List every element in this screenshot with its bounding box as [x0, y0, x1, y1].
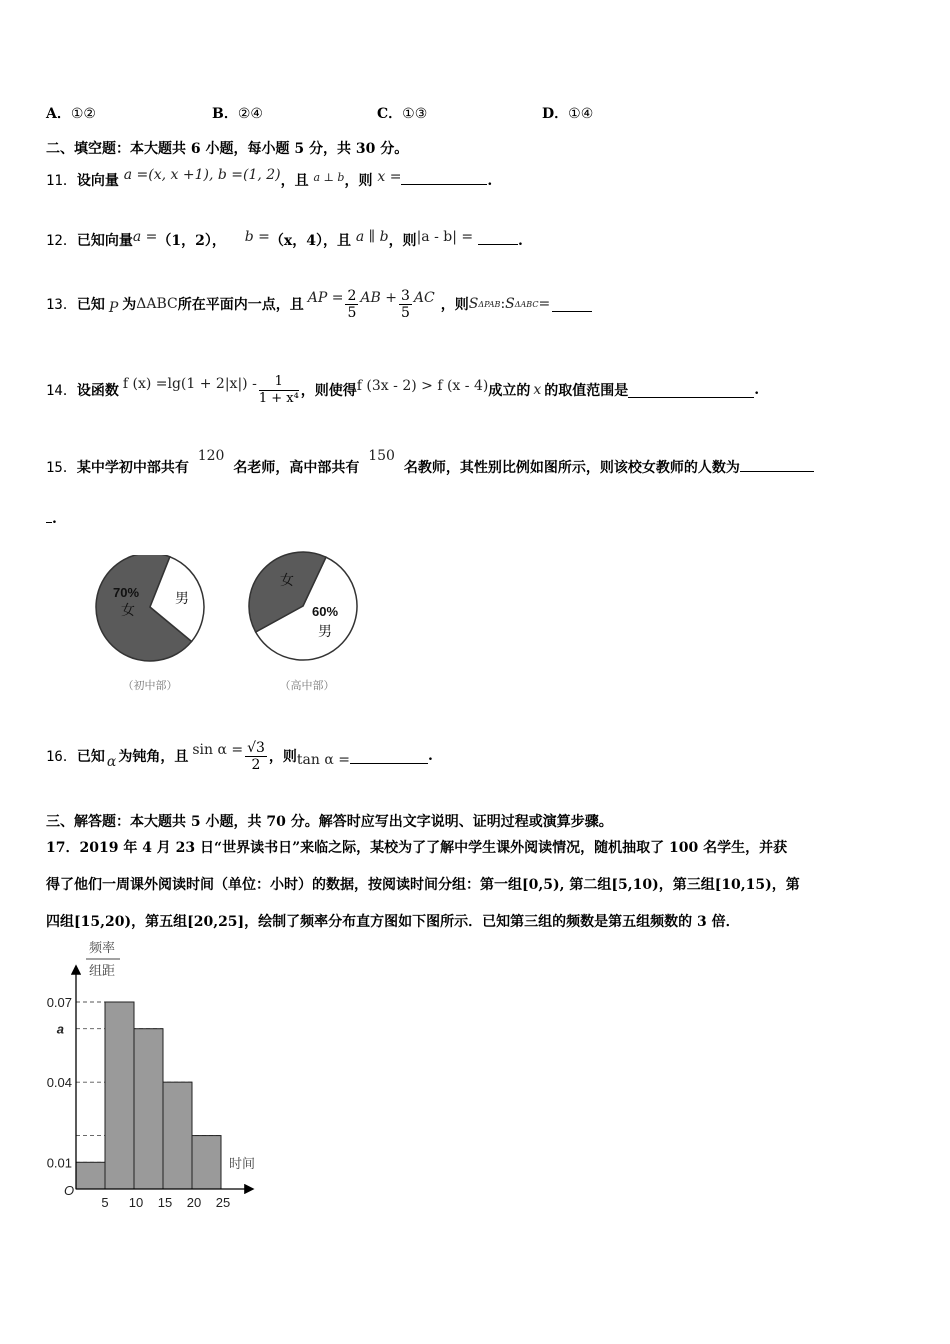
- pie2-female-label: 女: [280, 572, 294, 588]
- x-axis-label: 时间: [228, 1156, 256, 1171]
- question-15: 15．某中学初中部共有 120 名老师，高中部共有 150 名教师，其性别比例如图所示，则该校女教师的人数为: [46, 448, 814, 488]
- choice-a: A．①②: [46, 106, 96, 122]
- y-label-top: 频率: [88, 940, 116, 955]
- pie1-female-label: 女: [121, 602, 135, 618]
- pie1-male-label: 男: [175, 590, 189, 606]
- choice-c: C．①③: [377, 106, 428, 122]
- question-17-line-2: 得了他们一周课外阅读时间（单位：小时）的数据，按阅读时间分组：第一组[0,5), 第二组[5,10)，第三组[10,15)，第: [46, 877, 800, 893]
- histogram-bar-1: [76, 1162, 105, 1189]
- pie2-percent-label: 60%: [311, 604, 339, 619]
- histogram-bar-3: [134, 1029, 163, 1189]
- question-12: 12．已知向量a =（1，2）， b =（x，4），且 a ∥ b，则|a - b| = .: [46, 229, 523, 249]
- pie2-caption: （高中部）: [279, 680, 335, 692]
- y-label-bottom: 组距: [88, 963, 116, 978]
- y-tick-label: 0.01: [46, 1155, 72, 1171]
- question-11: 11．设向量 a =(x, x +1), b =(1, 2)，且 $^{a \perp b}$，则 x = .: [46, 167, 493, 189]
- x-tick-label: 10: [128, 1195, 144, 1210]
- pie1-caption: （初中部）: [122, 680, 178, 692]
- choice-b: B．②④: [212, 106, 263, 122]
- pie-chart-junior: [92, 555, 212, 695]
- x-tick-label: 25: [215, 1195, 231, 1210]
- choice-d: D．①④: [542, 106, 594, 122]
- pie-chart-senior: [245, 548, 365, 696]
- x-tick-label: 20: [186, 1195, 202, 1210]
- section-2-heading: 二、填空题：本大题共 6 小题，每小题 5 分，共 30 分。: [46, 141, 409, 157]
- histogram-bar-4: [163, 1082, 192, 1189]
- section-3-heading: 三、解答题：本大题共 5 小题，共 70 分。解答时应写出文字说明、证明过程或演算步骤。: [46, 814, 613, 830]
- histogram-bar-5: [192, 1136, 221, 1189]
- question-17-line-3: 四组[15,20)，第五组[20,25]，绘制了频率分布直方图如下图所示．已知第三组的频数是第五组频数的 3 倍．: [46, 914, 740, 930]
- question-15-continuation: .: [46, 508, 57, 527]
- origin-label: O: [63, 1183, 75, 1198]
- question-16: 16． 已知 α 为钝角，且 sin α = $\frac{√3}{2}$ ，则 tan α = .: [46, 739, 433, 773]
- y-tick-label: a: [56, 1021, 64, 1037]
- question-13: 13． 已知 P 为 ΔABC 所在平面内一点，且 AP = $\frac{2}{5}$ AB + $\frac{3}{5}$ AC ，则 S ΔPAB : S ΔABC =: [46, 276, 592, 332]
- y-tick-label: 0.07: [46, 995, 72, 1010]
- x-tick-label: 15: [157, 1195, 173, 1210]
- x-tick-label: 5: [101, 1195, 109, 1210]
- frequency-histogram: [40, 935, 270, 1210]
- y-tick-label: 0.04: [46, 1075, 72, 1091]
- pie2-male-label: 男: [318, 623, 332, 639]
- histogram-bar-2: [105, 1002, 134, 1189]
- pie1-percent-label: 70%: [112, 585, 140, 600]
- question-14: 14． 设函数 f (x) =lg(1 + 2|x|) - $\frac{1}{\text{1 + x⁴}}$ ，则使得 f (3x - 2) > f (x - 4) 成立的 x 的取值范围是 .: [46, 373, 760, 406]
- question-17-line-1: 17．2019 年 4 月 23 日“世界读书日”来临之际，某校为了了解中学生课外阅读情况，随机抽取了 100 名学生，并获: [46, 840, 788, 856]
